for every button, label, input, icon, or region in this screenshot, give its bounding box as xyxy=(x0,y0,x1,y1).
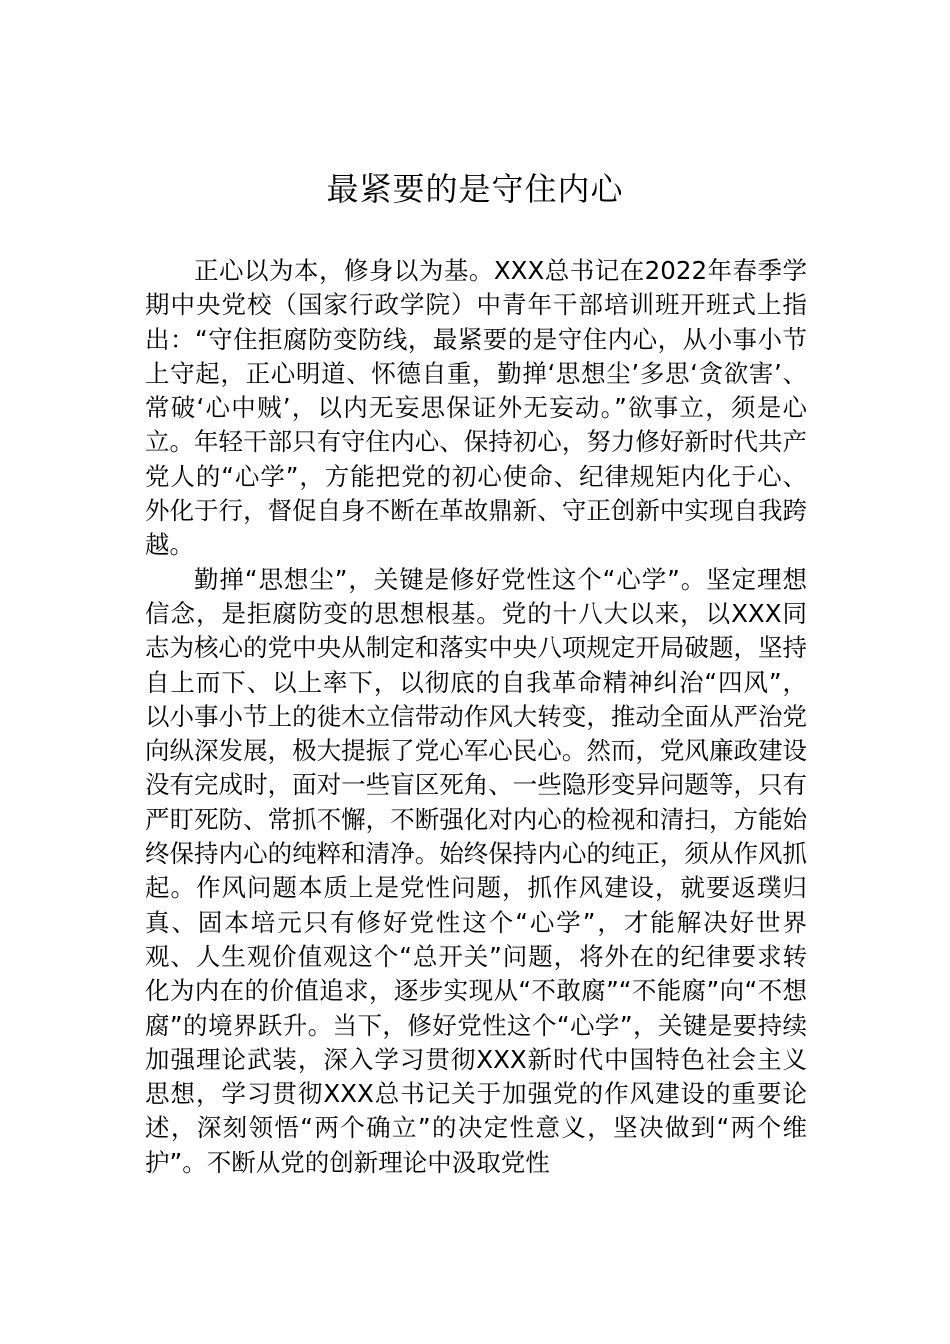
paragraph-1: 正心以为本，修身以为基。XXX总书记在2022年春季学期中央党校（国家行政学院）中青年干部培训班开班式上指出：“守住拒腐防变防线，最紧要的是守住内心，从小事小节上守起，正心明道、怀德自重，勤掸‘思想尘’多思‘贪欲害’、常破‘心中贼’，以内无妄思保证外无妄动。”欲事立，须是心立。年轻干部只有守住内心、保持初心，努力修好新时代共产党人的“心学”，方能把党的初心使命、纪律规矩内化于心、外化于行，督促自身不断在革故鼎新、守正创新中实现自我跨越。 xyxy=(145,256,808,560)
document-title: 最紧要的是守住内心 xyxy=(326,170,624,208)
paragraph-2: 勤掸“思想尘”，关键是修好党性这个“心学”。坚定理想信念，是拒腐防变的思想根基。党的十八大以来，以XXX同志为核心的党中央从制定和落实中央八项规定开局破题，坚持自上而下、以上率下，以彻底的自我革命精神纠治“四风”，以小事小节上的徙木立信带动作风大转变，推动全面从严治党向纵深发展，极大提振了党心军心民心。然而，党风廉政建设没有完成时，面对一些盲区死角、一些隐形变异问题等，只有严盯死防、常抓不懈，不断强化对内心的检视和清扫，方能始终保持内心的纯粹和清净。始终保持内心的纯正，须从作风抓起。作风问题本质上是党性问题，抓作风建设，就要返璞归真、固本培元只有修好党性这个“心学”，才能解决好世界观、人生观价值观这个“总开关”问题，将外在的纪律要求转化为内在的价值追求，逐步实现从“不敢腐”“不能腐”向“不想腐”的境界跃升。当下，修好党性这个“心学”，关键是要持续加强理论武装，深入学习贯彻XXX新时代中国特色社会主义思想，学习贯彻XXX总书记关于加强党的作风建设的重要论述，深刻领悟“两个确立”的决定性意义，坚决做到“两个维护”。不断从党的创新理论中汲取党性 xyxy=(145,564,807,1177)
document-body xyxy=(145,254,807,1180)
